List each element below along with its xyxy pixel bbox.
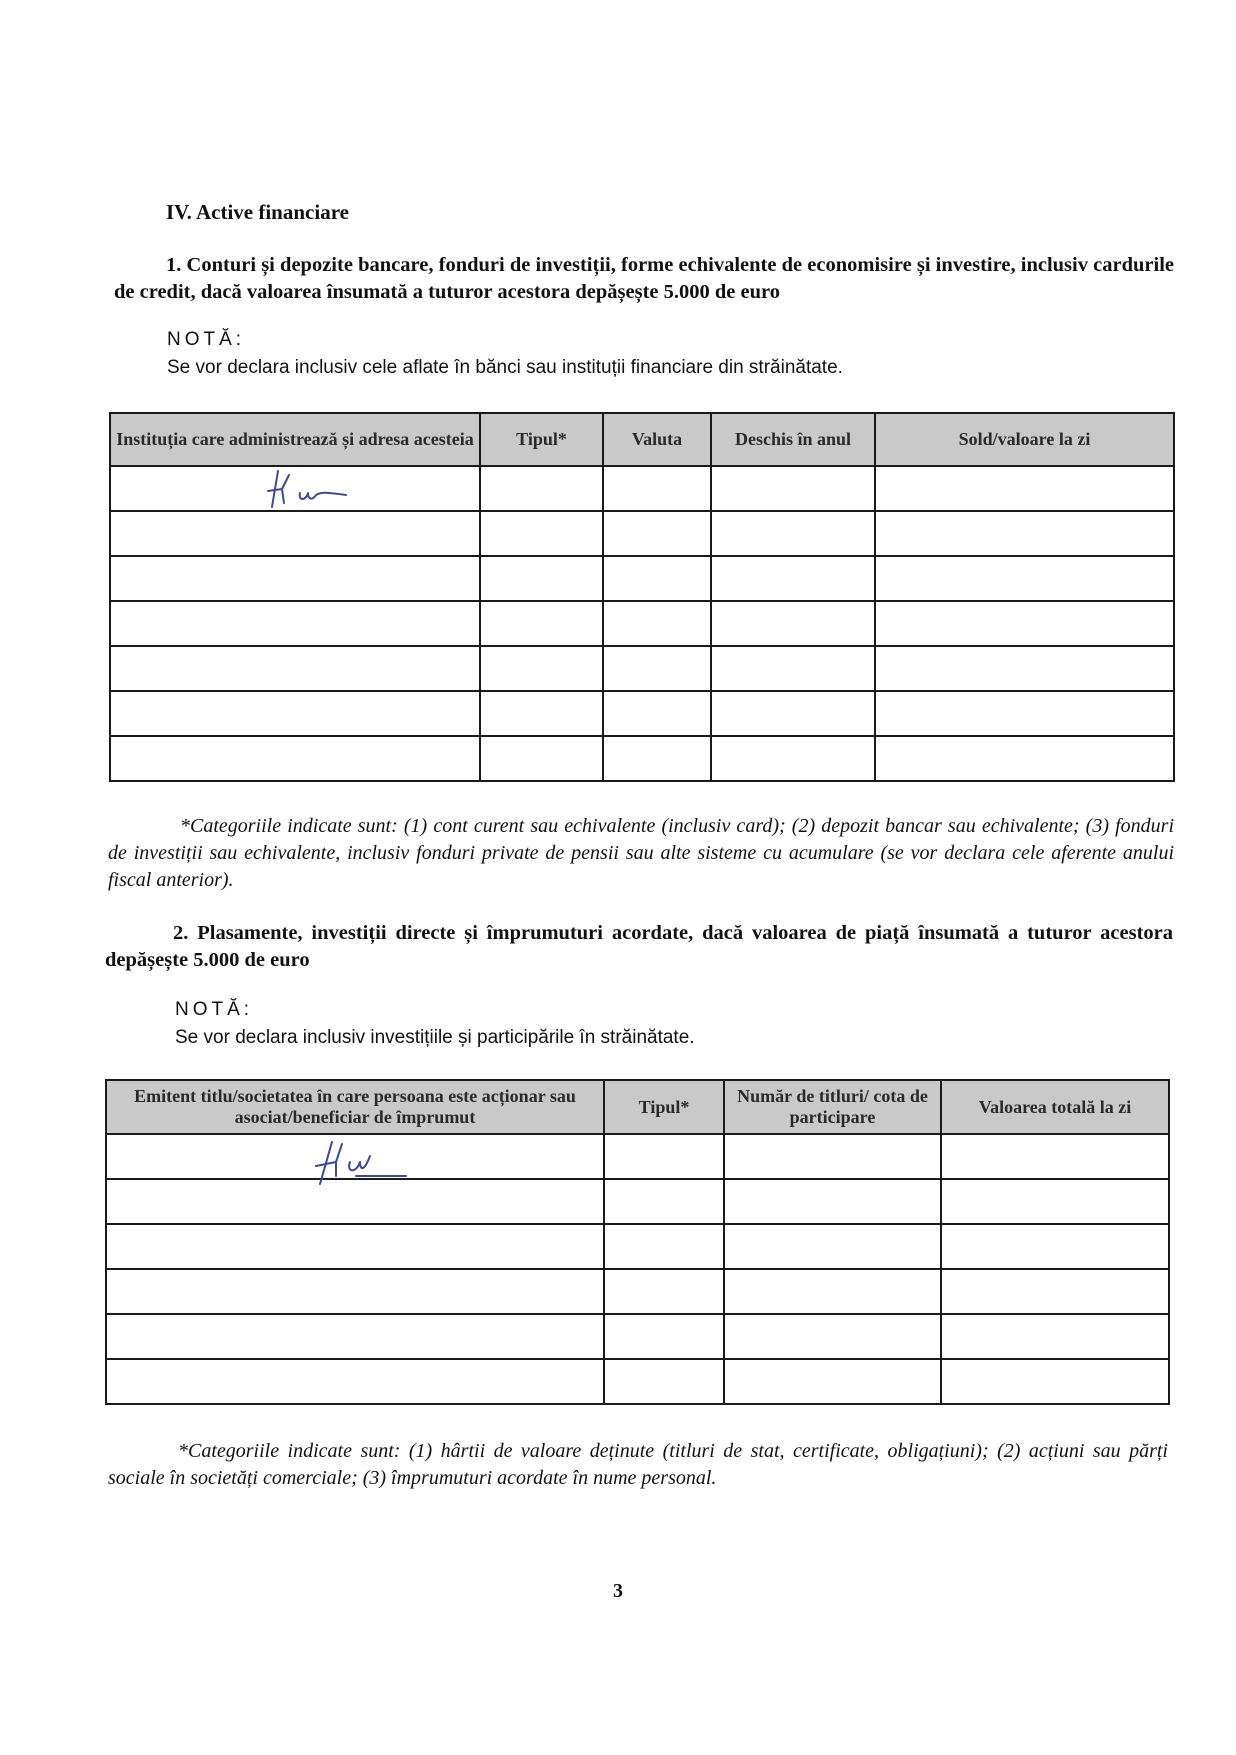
- part2-heading: 2. Plasamente, investiții directe și împrumuturi acordate, dacă valoarea de piață însumată a tuturor acestora depășește 5.000 de euro: [105, 922, 1173, 971]
- table-row: [106, 1269, 1169, 1314]
- table-header-row: [106, 1080, 1169, 1134]
- part1-nota-label: NOTĂ:: [167, 329, 246, 350]
- page-number: 3: [613, 1580, 623, 1602]
- col-header-issuer: Emitent titlu/societatea în care persoana este acționar sau asociat/beneficiar de împrumut: [106, 1080, 604, 1134]
- bank-accounts-table: [109, 412, 1175, 782]
- part2-footnote: *Categoriile indicate sunt: (1) hârtii de valoare deținute (titluri de stat, certificate, obligațiuni); (2) acțiuni sau părți sociale în societăți comerciale; (3) împrumuturi acordate în nume personal.: [108, 1440, 1168, 1489]
- col-header-type: Tipul*: [604, 1080, 724, 1134]
- table-row: [106, 1224, 1169, 1269]
- table-row: [106, 1134, 1169, 1179]
- col-header-total-value: Valoarea totală la zi: [941, 1080, 1169, 1134]
- col-header-institution: Instituția care administrează și adresa acesteia: [110, 413, 480, 466]
- table-row: [110, 556, 1174, 601]
- part2-nota-text: Se vor declara inclusiv investițiile și participările în străinătate.: [175, 1027, 695, 1048]
- table-header-row: [110, 413, 1174, 466]
- table-row: [106, 1359, 1169, 1404]
- col-header-opened-year: Deschis în anul: [711, 413, 875, 466]
- part1-heading: 1. Conturi și depozite bancare, fonduri de investiții, forme echivalente de economisire și investire, inclusiv cardurile de credit, dacă valoarea însumată a tuturor acestora depășește 5.000 de euro: [114, 254, 1174, 303]
- investments-table: [105, 1079, 1170, 1405]
- col-header-shares: Număr de titluri/ cota de participare: [724, 1080, 941, 1134]
- table-row: [106, 1314, 1169, 1359]
- table-row: [106, 1179, 1169, 1224]
- col-header-balance: Sold/valoare la zi: [875, 413, 1174, 466]
- table-row: [110, 511, 1174, 556]
- table-row: [110, 691, 1174, 736]
- section-title: IV. Active financiare: [166, 200, 349, 224]
- col-header-currency: Valuta: [603, 413, 711, 466]
- col-header-type: Tipul*: [480, 413, 603, 466]
- table-row: [110, 601, 1174, 646]
- table-row: [110, 646, 1174, 691]
- part2-nota-label: NOTĂ:: [175, 999, 254, 1020]
- part1-nota-text: Se vor declara inclusiv cele aflate în bănci sau instituții financiare din străinătate.: [167, 357, 843, 378]
- part1-footnote: *Categoriile indicate sunt: (1) cont curent sau echivalente (inclusiv card); (2) depozit bancar sau echivalente; (3) fonduri de investiții sau echivalente, inclusiv fonduri private de pensii sau alte sisteme cu acumulare (se vor declara cele aferente anului fiscal anterior).: [108, 815, 1174, 891]
- table-row: [110, 466, 1174, 511]
- table-row: [110, 736, 1174, 781]
